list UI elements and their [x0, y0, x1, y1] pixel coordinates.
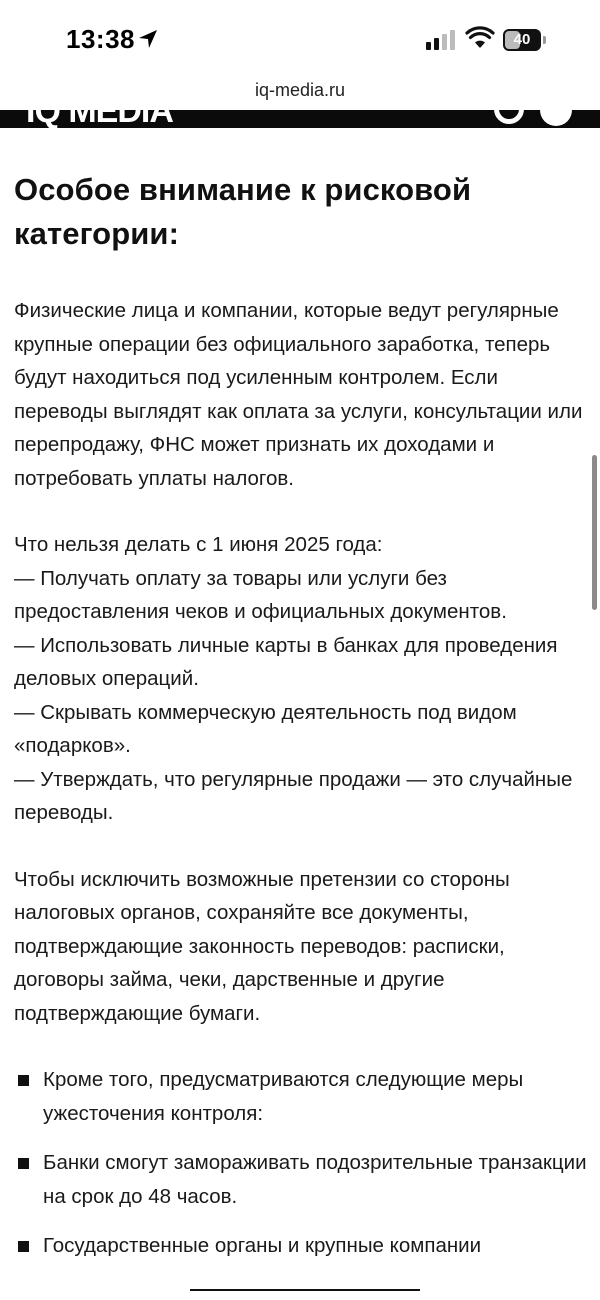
prohibited-actions-list [14, 528, 588, 830]
wifi-icon [466, 27, 494, 49]
bullet-marker [18, 1075, 29, 1086]
bullet-marker [18, 1158, 29, 1169]
paragraph-risk-category: Физические лица и компании, которые ведут регулярные крупные операции без официального заработка, теперь будут находиться под усиленным контролем. Если переводы выглядят как оплата за услуги, консультации или перепродажу, ФНС может признать их доходами и потребовать уплаты налогов. [14, 299, 583, 490]
list-title: Что нельзя делать с 1 июня 2025 года: [14, 533, 383, 556]
menu-icon[interactable] [540, 94, 572, 126]
strikethrough-overlay [190, 1289, 420, 1291]
bullet-list [14, 1063, 588, 1263]
site-header [0, 92, 600, 130]
bullet-marker [18, 1241, 29, 1252]
list-item: — Использовать личные карты в банках для проведения деловых операций. [14, 633, 558, 690]
list-item: — Скрывать коммерческую деятельность под видом «подарков». [14, 700, 517, 757]
search-icon[interactable] [494, 94, 524, 124]
bullet-item: Кроме того, предусматриваются следующие меры ужесточения контроля: [14, 1063, 588, 1130]
url-bar[interactable]: iq-media.ru [254, 80, 346, 100]
scrollbar[interactable] [592, 455, 597, 610]
signal-icon [426, 30, 458, 50]
list-item: — Утверждать, что регулярные продажи — это случайные переводы. [14, 767, 573, 824]
article-body [14, 168, 588, 1279]
location-arrow-icon [138, 29, 158, 49]
section-heading: Особое внимание к рисковой категории: [14, 172, 472, 251]
battery-level: 40 [513, 31, 531, 48]
site-logo[interactable]: IQ MEDIA [26, 92, 173, 130]
status-bar [0, 0, 600, 78]
status-time: 13:38 [66, 24, 135, 54]
paragraph-documents: Чтобы исключить возможные претензии со стороны налоговых органов, сохраняйте все документы, подтверждающие законность переводов: расписки, договоры займа, чеки, дарственные и другие подтверждающие бумаги. [14, 867, 510, 1025]
battery-icon [503, 29, 547, 51]
bullet-item: Государственные органы и крупные компании [14, 1229, 588, 1263]
bullet-item: Банки смогут замораживать подозрительные транзакции на срок до 48 часов. [14, 1146, 588, 1213]
list-item: — Получать оплату за товары или услуги без предоставления чеков и официальных документов. [14, 566, 507, 623]
